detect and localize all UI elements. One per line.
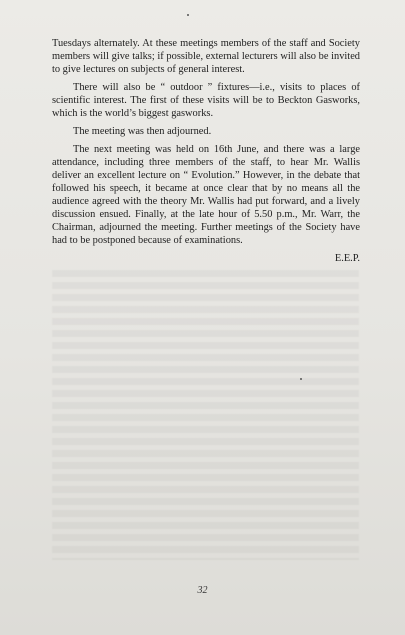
paragraph-adjourned: The meeting was then adjourned. <box>73 126 212 137</box>
paragraph-outdoor-fixtures: There will also be “ outdoor ” fixtures—i.e., visits to places of scientific interest. The first of these visits will be to Beckton Gasworks, which is the world’s biggest gasworks. <box>52 82 360 119</box>
paragraph-next-meeting: The next meeting was held on 16th June, and there was a large attendance, including three members of the staff, to hear Mr. Wallis deliver an excellent lecture on “ Evolution.” However, in the debate that followed his speech, it became at once clear that by no means all the audience agreed with the theory Mr. Wallis had put forward, and a lively discussion ensued. Finally, at the late hour of 5.50 p.m., Mr. Warr, the Chairman, adjourned the meeting. Further meetings of the Society have had to be postponed because of examinations. <box>52 144 360 246</box>
reverse-side-show-through <box>52 270 359 560</box>
author-initials: E.E.P. <box>334 253 360 264</box>
page-number: 32 <box>197 585 208 596</box>
paragraph-fixtures-intro: Tuesdays alternately. At these meetings members of the staff and Society members will give talks; if possible, external lecturers will also be invited to give lectures on subjects of general interest. <box>52 38 360 75</box>
article-body <box>52 37 360 270</box>
ink-speck <box>187 14 189 16</box>
ink-speck <box>300 378 302 380</box>
